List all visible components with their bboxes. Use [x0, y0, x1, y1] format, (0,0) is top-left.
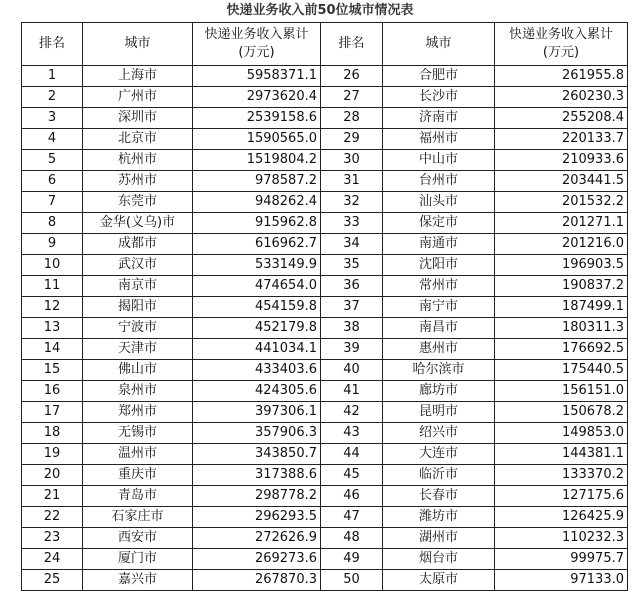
- rank-cell: 49: [321, 549, 383, 570]
- revenue-cell: 343850.7: [193, 444, 321, 465]
- table-row: [22, 87, 628, 108]
- city-cell: 哈尔滨市: [383, 360, 495, 381]
- city-revenue-table: [21, 22, 628, 591]
- city-cell: 广州市: [83, 87, 193, 108]
- revenue-cell: 175440.5: [495, 360, 628, 381]
- city-cell: 上海市: [83, 66, 193, 87]
- revenue-cell: 1519804.2: [193, 150, 321, 171]
- city-cell: 昆明市: [383, 402, 495, 423]
- revenue-cell: 97133.0: [495, 570, 628, 591]
- city-cell: 惠州市: [383, 339, 495, 360]
- rank-cell: 5: [22, 150, 83, 171]
- city-cell: 佛山市: [83, 360, 193, 381]
- table-row: [22, 423, 628, 444]
- rank-cell: 17: [22, 402, 83, 423]
- revenue-cell: 201216.0: [495, 234, 628, 255]
- city-cell: 中山市: [383, 150, 495, 171]
- city-cell: 常州市: [383, 276, 495, 297]
- revenue-cell: 127175.6: [495, 486, 628, 507]
- rank-cell: 9: [22, 234, 83, 255]
- revenue-cell: 978587.2: [193, 171, 321, 192]
- revenue-cell: 2539158.6: [193, 108, 321, 129]
- revenue-cell: 133370.2: [495, 465, 628, 486]
- rank-cell: 41: [321, 381, 383, 402]
- rank-cell: 13: [22, 318, 83, 339]
- rank-cell: 23: [22, 528, 83, 549]
- rank-cell: 37: [321, 297, 383, 318]
- city-cell: 绍兴市: [383, 423, 495, 444]
- city-cell: 武汉市: [83, 255, 193, 276]
- rank-cell: 50: [321, 570, 383, 591]
- city-cell: 南昌市: [383, 318, 495, 339]
- city-cell: 福州市: [383, 129, 495, 150]
- rank-cell: 44: [321, 444, 383, 465]
- rank-cell: 3: [22, 108, 83, 129]
- city-cell: 宁波市: [83, 318, 193, 339]
- revenue-cell: 190837.2: [495, 276, 628, 297]
- table-row: [22, 528, 628, 549]
- city-cell: 廊坊市: [383, 381, 495, 402]
- city-cell: 厦门市: [83, 549, 193, 570]
- rank-cell: 21: [22, 486, 83, 507]
- table-row: [22, 381, 628, 402]
- table-row: [22, 444, 628, 465]
- table-row: [22, 255, 628, 276]
- revenue-cell: 272626.9: [193, 528, 321, 549]
- revenue-cell: 533149.9: [193, 255, 321, 276]
- revenue-cell: 99975.7: [495, 549, 628, 570]
- rank-cell: 43: [321, 423, 383, 444]
- city-cell: 无锡市: [83, 423, 193, 444]
- table-row: [22, 549, 628, 570]
- rank-cell: 26: [321, 66, 383, 87]
- revenue-cell: 267870.3: [193, 570, 321, 591]
- rank-cell: 48: [321, 528, 383, 549]
- table-row: [22, 486, 628, 507]
- rank-cell: 33: [321, 213, 383, 234]
- rank-cell: 40: [321, 360, 383, 381]
- revenue-cell: 433403.6: [193, 360, 321, 381]
- rank-cell: 14: [22, 339, 83, 360]
- revenue-cell: 424305.6: [193, 381, 321, 402]
- revenue-cell: 156151.0: [495, 381, 628, 402]
- city-cell: 南通市: [383, 234, 495, 255]
- revenue-cell: 296293.5: [193, 507, 321, 528]
- revenue-cell: 317388.6: [193, 465, 321, 486]
- table-row: [22, 129, 628, 150]
- city-cell: 沈阳市: [383, 255, 495, 276]
- city-cell: 长春市: [383, 486, 495, 507]
- city-cell: 金华(义乌)市: [83, 213, 193, 234]
- city-cell: 济南市: [383, 108, 495, 129]
- revenue-cell: 452179.8: [193, 318, 321, 339]
- rank-cell: 7: [22, 192, 83, 213]
- city-cell: 嘉兴市: [83, 570, 193, 591]
- rank-cell: 1: [22, 66, 83, 87]
- rank-cell: 8: [22, 213, 83, 234]
- table-title: 快递业务收入前50位城市情况表: [226, 3, 414, 18]
- table-row: [22, 276, 628, 297]
- header-row: [22, 23, 628, 66]
- header-city-right: 城市: [383, 23, 495, 66]
- rank-cell: 46: [321, 486, 383, 507]
- rank-cell: 16: [22, 381, 83, 402]
- city-cell: 泉州市: [83, 381, 193, 402]
- city-cell: 长沙市: [383, 87, 495, 108]
- revenue-cell: 187499.1: [495, 297, 628, 318]
- table-body: [22, 66, 628, 591]
- header-city-left: 城市: [83, 23, 193, 66]
- table-row: [22, 465, 628, 486]
- rank-cell: 42: [321, 402, 383, 423]
- rank-cell: 4: [22, 129, 83, 150]
- rank-cell: 20: [22, 465, 83, 486]
- rank-cell: 10: [22, 255, 83, 276]
- city-cell: 成都市: [83, 234, 193, 255]
- city-cell: 烟台市: [383, 549, 495, 570]
- rank-cell: 2: [22, 87, 83, 108]
- table-row: [22, 213, 628, 234]
- revenue-cell: 2973620.4: [193, 87, 321, 108]
- table-row: [22, 339, 628, 360]
- table-row: [22, 150, 628, 171]
- table-row: [22, 570, 628, 591]
- city-cell: 温州市: [83, 444, 193, 465]
- rank-cell: 47: [321, 507, 383, 528]
- city-cell: 西安市: [83, 528, 193, 549]
- city-cell: 苏州市: [83, 171, 193, 192]
- revenue-cell: 150678.2: [495, 402, 628, 423]
- table-row: [22, 507, 628, 528]
- city-cell: 台州市: [383, 171, 495, 192]
- city-cell: 重庆市: [83, 465, 193, 486]
- rank-cell: 32: [321, 192, 383, 213]
- revenue-cell: 196903.5: [495, 255, 628, 276]
- header-revenue-label: 快递业务收入累计: [204, 27, 309, 42]
- rank-cell: 45: [321, 465, 383, 486]
- revenue-cell: 126425.9: [495, 507, 628, 528]
- revenue-cell: 357906.3: [193, 423, 321, 444]
- revenue-cell: 915962.8: [193, 213, 321, 234]
- rank-cell: 28: [321, 108, 383, 129]
- rank-cell: 25: [22, 570, 83, 591]
- city-cell: 揭阳市: [83, 297, 193, 318]
- revenue-cell: 220133.7: [495, 129, 628, 150]
- city-cell: 天津市: [83, 339, 193, 360]
- header-revenue-left: [193, 23, 321, 66]
- rank-cell: 22: [22, 507, 83, 528]
- rank-cell: 30: [321, 150, 383, 171]
- table-row: [22, 108, 628, 129]
- table-row: [22, 318, 628, 339]
- city-cell: 南宁市: [383, 297, 495, 318]
- city-cell: 大连市: [383, 444, 495, 465]
- header-revenue-label: 快递业务收入累计: [508, 27, 613, 42]
- table-row: [22, 234, 628, 255]
- revenue-cell: 454159.8: [193, 297, 321, 318]
- rank-cell: 39: [321, 339, 383, 360]
- rank-cell: 34: [321, 234, 383, 255]
- rank-cell: 19: [22, 444, 83, 465]
- city-cell: 保定市: [383, 213, 495, 234]
- table-row: [22, 402, 628, 423]
- rank-cell: 29: [321, 129, 383, 150]
- revenue-cell: 298778.2: [193, 486, 321, 507]
- header-rank-right: 排名: [321, 23, 383, 66]
- revenue-cell: 261955.8: [495, 66, 628, 87]
- revenue-cell: 110232.3: [495, 528, 628, 549]
- rank-cell: 27: [321, 87, 383, 108]
- revenue-cell: 255208.4: [495, 108, 628, 129]
- revenue-cell: 948262.4: [193, 192, 321, 213]
- city-cell: 湖州市: [383, 528, 495, 549]
- rank-cell: 11: [22, 276, 83, 297]
- rank-cell: 38: [321, 318, 383, 339]
- revenue-cell: 201532.2: [495, 192, 628, 213]
- table-row: [22, 171, 628, 192]
- rank-cell: 6: [22, 171, 83, 192]
- table-row: [22, 192, 628, 213]
- revenue-cell: 201271.1: [495, 213, 628, 234]
- rank-cell: 18: [22, 423, 83, 444]
- revenue-cell: 441034.1: [193, 339, 321, 360]
- city-cell: 合肥市: [383, 66, 495, 87]
- table-row: [22, 66, 628, 87]
- rank-cell: 35: [321, 255, 383, 276]
- table-row: [22, 297, 628, 318]
- city-cell: 太原市: [383, 570, 495, 591]
- city-cell: 东莞市: [83, 192, 193, 213]
- city-cell: 石家庄市: [83, 507, 193, 528]
- city-cell: 郑州市: [83, 402, 193, 423]
- revenue-cell: 210933.6: [495, 150, 628, 171]
- city-cell: 北京市: [83, 129, 193, 150]
- header-rank-left: 排名: [22, 23, 83, 66]
- rank-cell: 31: [321, 171, 383, 192]
- revenue-cell: 176692.5: [495, 339, 628, 360]
- revenue-cell: 616962.7: [193, 234, 321, 255]
- header-revenue-unit: (万元): [542, 45, 580, 60]
- header-revenue-unit: (万元): [238, 45, 275, 60]
- city-cell: 南京市: [83, 276, 193, 297]
- revenue-cell: 269273.6: [193, 549, 321, 570]
- revenue-cell: 203441.5: [495, 171, 628, 192]
- city-cell: 临沂市: [383, 465, 495, 486]
- city-cell: 青岛市: [83, 486, 193, 507]
- revenue-cell: 5958371.1: [193, 66, 321, 87]
- revenue-cell: 180311.3: [495, 318, 628, 339]
- revenue-cell: 149853.0: [495, 423, 628, 444]
- rank-cell: 36: [321, 276, 383, 297]
- table-row: [22, 360, 628, 381]
- city-cell: 潍坊市: [383, 507, 495, 528]
- revenue-cell: 144381.1: [495, 444, 628, 465]
- revenue-cell: 474654.0: [193, 276, 321, 297]
- rank-cell: 24: [22, 549, 83, 570]
- revenue-cell: 1590565.0: [193, 129, 321, 150]
- rank-cell: 12: [22, 297, 83, 318]
- city-cell: 深圳市: [83, 108, 193, 129]
- header-revenue-right: [495, 23, 628, 66]
- rank-cell: 15: [22, 360, 83, 381]
- revenue-cell: 260230.3: [495, 87, 628, 108]
- revenue-cell: 397306.1: [193, 402, 321, 423]
- city-cell: 杭州市: [83, 150, 193, 171]
- city-cell: 汕头市: [383, 192, 495, 213]
